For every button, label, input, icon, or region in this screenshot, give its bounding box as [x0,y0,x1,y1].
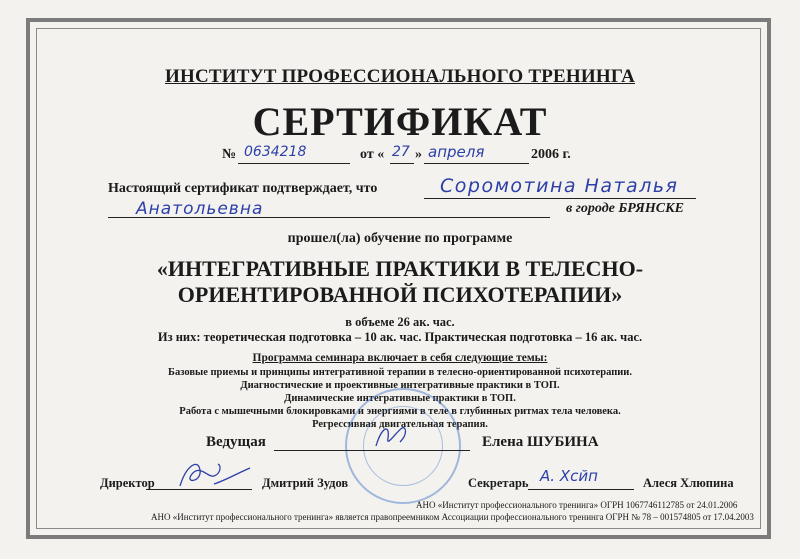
seminar-topic: Динамические интегративные практики в ТОП. [284,393,516,404]
date-day-close: » [415,147,422,162]
hours-total: в объеме 26 ак. час. [345,315,455,329]
director-name: Дмитрий Зудов [262,476,349,490]
footer-line2: АНО «Институт профессионального тренинга» является правопреемником Ассоциации профессионального тренинга ОГРН № 78 – 001574805 от 17.04.2003 [151,512,754,522]
number-line [238,163,350,164]
passed-text: прошел(ла) обучение по программе [287,231,513,246]
patronymic-line [108,217,550,218]
director-label: Директор [100,476,155,490]
seminar-topic: Регрессивная двигательная терапия. [312,419,488,430]
recipient-patronymic: Анатольевна [136,199,264,219]
secretary-signature: А. Хсйп [540,467,598,485]
lead-name: Елена ШУБИНА [482,434,599,450]
confirm-text: Настоящий сертификат подтверждает, что [108,181,378,196]
seminar-heading: Программа семинара включает в себя следующие темы: [252,352,548,364]
seminar-topic: Работа с мышечными блокировками и энергиями в теле в глубинных ритмах тела человека. [179,406,621,417]
hours-breakdown: Из них: теоретическая подготовка – 10 ак. час. Практическая подготовка – 16 ак. час. [157,330,643,344]
certificate-title: СЕРТИФИКАТ [252,99,548,144]
date-month: апреля [428,143,485,161]
lead-signature [372,420,412,452]
program-title-line2: ОРИЕНТИРОВАННОЙ ПСИХОТЕРАПИИ» [177,282,623,307]
recipient-name: Соромотина Наталья [440,175,679,197]
secretary-name: Алеся Хлюпина [643,476,734,490]
date-year: 2006 г. [531,147,571,162]
footer-line1: АНО «Институт профессионального тренинга» ОГРН 1067746112785 от 24.01.2006 [416,500,738,510]
date-day: 27 [392,144,410,160]
name-line [424,198,696,199]
seminar-topic: Базовые приемы и принципы интегративной терапии в телесно-ориентированной психотерапии. [168,367,632,378]
institute-name: ИНСТИТУТ ПРОФЕССИОНАЛЬНОГО ТРЕНИНГА [165,66,635,87]
secretary-label: Секретарь [468,476,529,490]
certificate-number: 0634218 [244,144,307,160]
date-from-label: от « [360,147,385,162]
seminar-topic: Диагностические и проективные интегративные практики в ТОП. [240,380,560,391]
month-line [424,163,529,164]
city-text: в городе БРЯНСКЕ [566,201,684,216]
lead-label: Ведущая [206,434,266,450]
program-title-line1: «ИНТЕГРАТИВНЫЕ ПРАКТИКИ В ТЕЛЕСНО- [156,256,644,281]
director-signature [174,456,254,492]
secretary-signature-line [528,489,634,490]
number-prefix: № [222,147,237,162]
day-line [390,163,414,164]
